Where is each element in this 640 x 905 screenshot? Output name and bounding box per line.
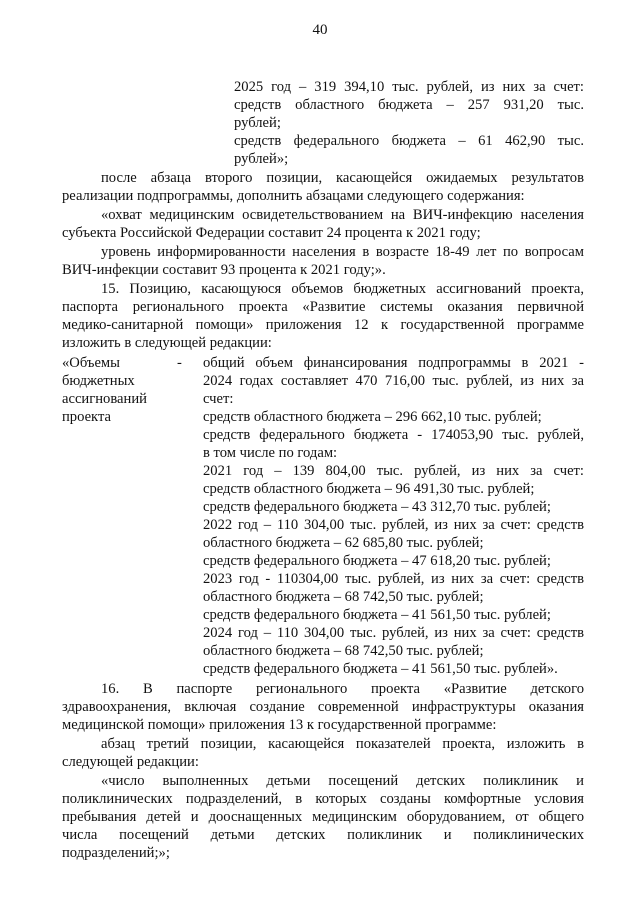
- table-value-line: областного бюджета – 62 685,80 тыс. рублей;: [203, 535, 484, 551]
- text-line: «охват медицинским освидетельствованием на ВИЧ-инфекцию населения: [101, 207, 584, 223]
- table-dash: -: [177, 355, 182, 371]
- text-line: средств федерального бюджета – 61 462,90 тыс.: [234, 133, 584, 149]
- text-line: следующей редакции:: [62, 754, 199, 770]
- text-line: 16. В паспорте регионального проекта «Развитие детского: [101, 681, 584, 697]
- text-line: абзац третий позиции, касающейся показателей проекта, изложить в: [101, 736, 584, 752]
- text-line: здравоохранения, включая создание современной инфраструктуры оказания: [62, 699, 584, 715]
- text-line: 15. Позицию, касающуюся объемов бюджетных ассигнований проекта,: [101, 281, 584, 297]
- table-value-line: средств федерального бюджета – 41 561,50 тыс. рублей».: [203, 661, 558, 677]
- text-line: ВИЧ-инфекции составит 93 процента к 2021 году;».: [62, 262, 386, 278]
- text-line: уровень информированности населения в возрасте 18-49 лет по вопросам: [101, 244, 584, 260]
- text-line: рублей»;: [234, 151, 289, 167]
- table-value-line: 2024 годах составляет 470 716,00 тыс. рублей, из них за: [203, 373, 584, 389]
- table-value-line: средств федерального бюджета – 43 312,70 тыс. рублей;: [203, 499, 551, 515]
- text-line: медико-санитарной помощи» приложения 12 к государственной программе: [62, 317, 584, 333]
- table-value-line: областного бюджета – 68 742,50 тыс. рублей;: [203, 643, 484, 659]
- text-line: рублей;: [234, 115, 281, 131]
- table-value-line: областного бюджета – 68 742,50 тыс. рублей;: [203, 589, 484, 605]
- table-value-line: 2024 год – 110 304,00 тыс. рублей, из них за счет: средств: [203, 625, 584, 641]
- table-value-line: счет:: [203, 391, 234, 407]
- text-line: после абзаца второго позиции, касающейся ожидаемых результатов: [101, 170, 584, 186]
- text-line: реализации подпрограммы, дополнить абзацами следующего содержания:: [62, 188, 525, 204]
- text-line: 2025 год – 319 394,10 тыс. рублей, из них за счет:: [234, 79, 584, 95]
- text-line: субъекта Российской Федерации составит 24 процента к 2021 году;: [62, 225, 481, 241]
- table-value-line: общий объем финансирования подпрограммы в 2021 -: [203, 355, 584, 371]
- table-value-line: средств областного бюджета – 296 662,10 тыс. рублей;: [203, 409, 542, 425]
- table-value-line: средств областного бюджета – 96 491,30 тыс. рублей;: [203, 481, 535, 497]
- text-line: поликлинических подразделений, в которых созданы комфортные условия: [62, 791, 584, 807]
- table-label-line: «Объемы: [62, 355, 120, 371]
- table-value-line: средств федерального бюджета - 174053,90 тыс. рублей,: [203, 427, 584, 443]
- text-line: изложить в следующей редакции:: [62, 335, 272, 351]
- table-label-line: проекта: [62, 409, 111, 425]
- text-line: пребывания детей и дооснащенных медицинским оборудованием, от общего: [62, 809, 584, 825]
- table-value-line: 2023 год - 110304,00 тыс. рублей, из них за счет: средств: [203, 571, 584, 587]
- table-label-line: ассигнований: [62, 391, 147, 407]
- table-value-line: 2022 год – 110 304,00 тыс. рублей, из них за счет: средств: [203, 517, 584, 533]
- text-line: медицинской помощи» приложения 13 к государственной программе:: [62, 717, 497, 733]
- text-line: числа посещений детьми детских поликлиник и поликлинических: [62, 827, 584, 843]
- text-line: «число выполненных детьми посещений детских поликлиник и: [101, 773, 584, 789]
- table-value-line: средств федерального бюджета – 41 561,50 тыс. рублей;: [203, 607, 551, 623]
- text-line: паспорта регионального проекта «Развитие системы оказания первичной: [62, 299, 584, 315]
- table-value-line: в том числе по годам:: [203, 445, 338, 461]
- text-line: средств областного бюджета – 257 931,20 тыс.: [234, 97, 584, 113]
- table-label-line: бюджетных: [62, 373, 135, 389]
- page-number: 40: [312, 22, 328, 38]
- table-value-line: 2021 год – 139 804,00 тыс. рублей, из них за счет:: [203, 463, 584, 479]
- text-line: подразделений;»;: [62, 845, 170, 861]
- table-value-line: средств федерального бюджета – 47 618,20 тыс. рублей;: [203, 553, 551, 569]
